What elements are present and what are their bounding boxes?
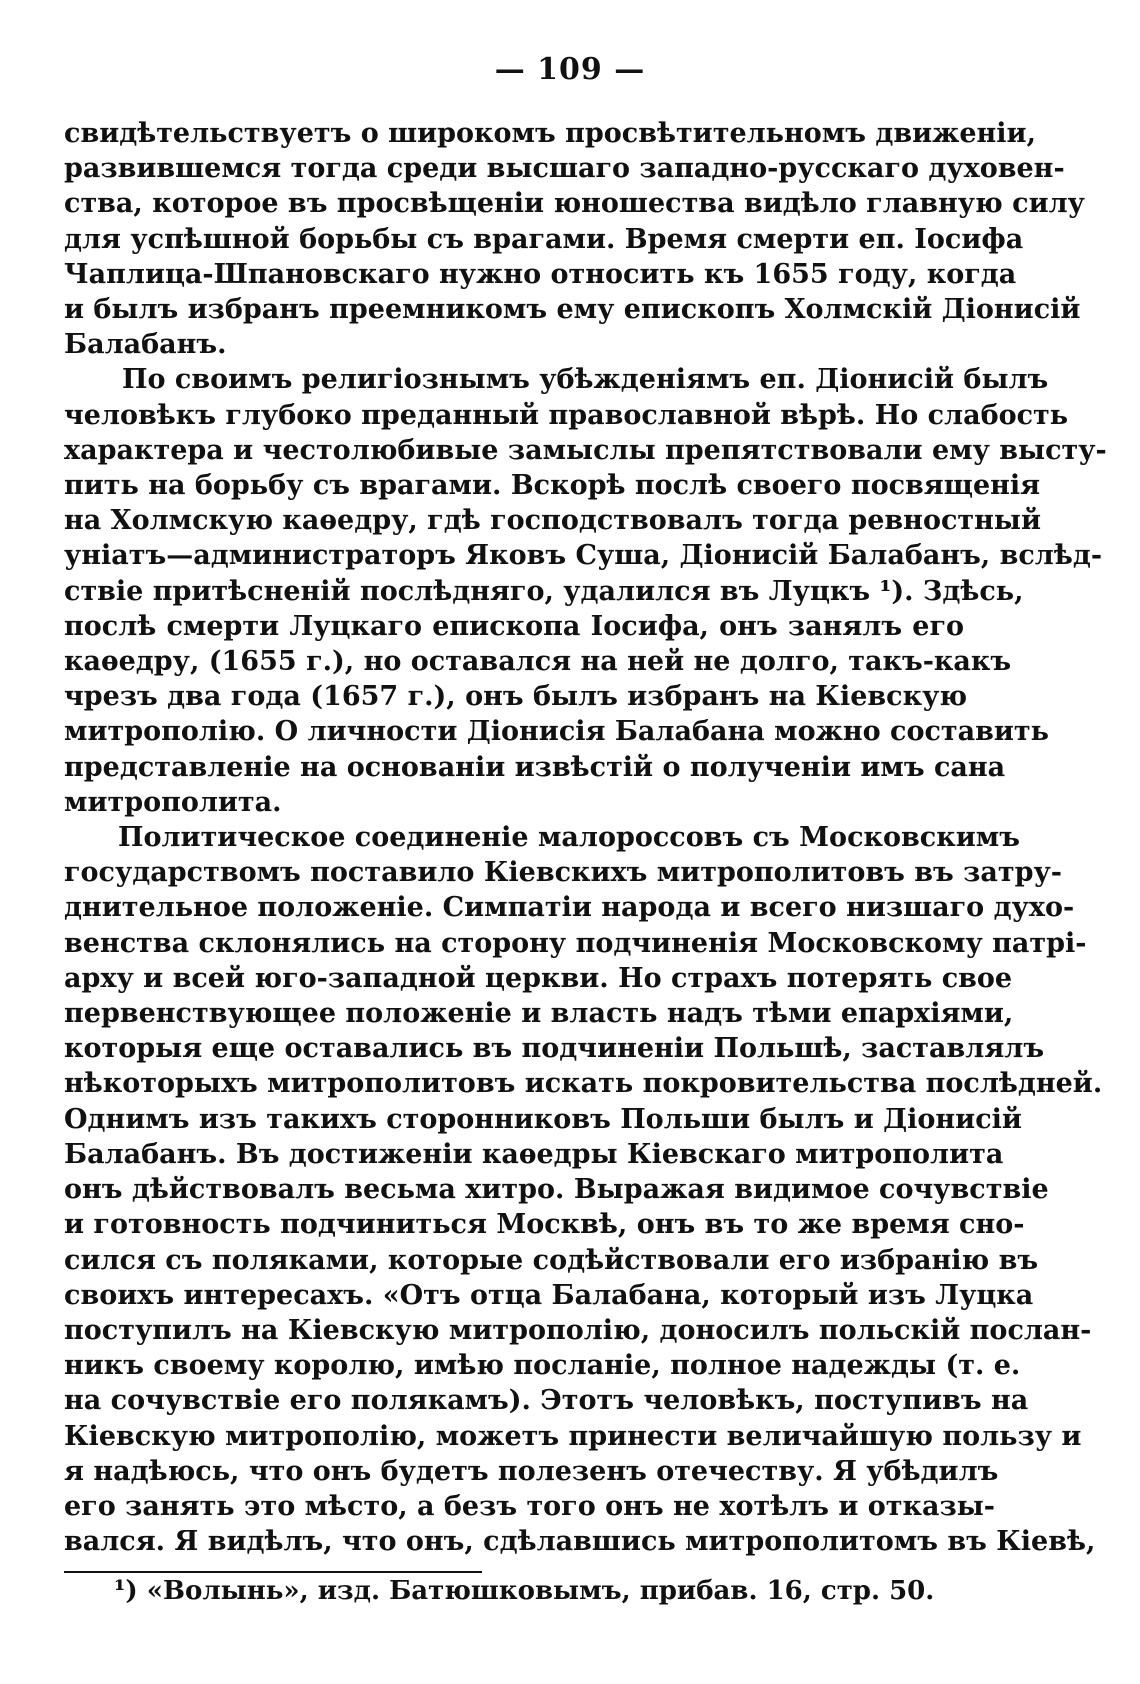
footnote-marker: ¹) [114,1576,138,1606]
footnote-divider [64,1571,482,1573]
text-line: развившемся тогда среди высшаго западно-русскаго духовен- [64,153,1065,185]
text-line: митрополита. [64,786,282,818]
text-line: уніатъ—администраторъ Яковъ Суша, Діонисій Балабанъ, вслѣд- [64,540,1103,572]
text-line: Чаплица-Шпановскаго нужно относить къ 1655 году, когда [64,258,1017,290]
paragraph-start-line: Политическое соединеніе малороссовъ съ Московскимъ [118,822,1020,854]
text-line: онъ дѣйствовалъ весьма хитро. Выражая видимое сочувствіе [64,1174,1049,1206]
text-line: сился съ поляками, которые содѣйствовали его избранію въ [64,1244,1039,1276]
text-line: арху и всей юго-западной церкви. Но страхъ потерять свое [64,962,1013,994]
text-line: нѣкоторыхъ митрополитовъ искать покровительства послѣдней. [64,1068,1103,1100]
text-line: ствіе притѣсненій послѣдняго, удалился въ Луцкъ ¹). Здѣсь, [64,575,1024,607]
text-line: вался. Я видѣлъ, что онъ, сдѣлавшись митрополитомъ въ Кіевѣ, [64,1526,1096,1558]
text-line: никъ своему королю, имѣю посланіе, полное надежды (т. е. [64,1350,1021,1382]
text-line: свидѣтельствуетъ о широкомъ просвѣтительномъ движеніи, [64,118,1036,149]
text-line: человѣкъ глубоко преданный православной вѣрѣ. Но слабость [64,399,1069,431]
text-line: для успѣшной борьбы съ врагами. Время смерти еп. Іосифа [64,223,1024,255]
page-number: — 109 — [494,52,646,87]
text-line: на Холмскую каѳедру, гдѣ господствовалъ тогда ревностный [64,505,1041,537]
text-line: митрополію. О личности Діонисія Балабана можно составить [64,716,1049,748]
text-line: Кіевскую митрополію, можетъ принести величайшую пользу и [64,1420,1082,1452]
text-line: ства, которое въ просвѣщеніи юношества видѣло главную силу [64,188,1085,220]
text-line: своихъ интересахъ. «Отъ отца Балабана, который изъ Луцка [64,1279,1034,1311]
text-line: Балабанъ. [64,329,227,361]
footnote [114,1576,934,1606]
text-line: послѣ смерти Луцкаго епископа Іосифа, онъ занялъ его [64,610,964,642]
text-line: на сочувствіе его полякамъ). Этотъ человѣкъ, поступивъ на [64,1385,1029,1417]
paragraph-start-line: По своимъ религіознымъ убѣжденіямъ еп. Діонисій былъ [122,364,1049,396]
text-line: и былъ избранъ преемникомъ ему епископъ Холмскій Діонисій [64,294,1081,326]
text-line: Балабанъ. Въ достиженіи каѳедры Кіевскаго митрополита [64,1138,1004,1170]
text-line: первенствующее положеніе и власть надъ тѣми епархіями, [64,998,1014,1030]
text-line: его занять это мѣсто, а безъ того онъ не хотѣлъ и отказы- [64,1490,995,1522]
text-line: пить на борьбу съ врагами. Вскорѣ послѣ своего посвященія [64,470,1041,502]
body-text [64,116,1107,1559]
text-line: поступилъ на Кіевскую митрополію, доносилъ польскій послан- [64,1314,1092,1346]
text-line: каѳедру, (1655 г.), но оставался на ней не долго, такъ-какъ [64,646,1012,678]
text-line: венства склонялись на сторону подчиненія Московскому патрі- [64,927,1087,959]
text-line: которыя еще оставались въ подчиненіи Польшѣ, заставлялъ [64,1033,1045,1065]
text-line: Однимъ изъ такихъ сторонниковъ Польши былъ и Діонисій [64,1103,1022,1135]
footnote-text: «Волынь», изд. Батюшковымъ, прибав. 16, стр. 50. [146,1576,935,1606]
text-line: представленіе на основаніи извѣстій о полученіи имъ сана [64,751,1006,783]
text-line: и готовность подчиниться Москвѣ, онъ въ то же время сно- [64,1209,1025,1241]
text-line: государствомъ поставило Кіевскихъ митрополитовъ въ затру- [64,857,1062,889]
text-line: я надѣюсь, что онъ будетъ полезенъ отечеству. Я убѣдилъ [64,1455,999,1487]
text-line: днительное положеніе. Симпатіи народа и всего низшаго духо- [64,892,1075,924]
text-line: характера и честолюбивые замыслы препятствовали ему высту- [64,434,1107,466]
text-line: чрезъ два года (1657 г.), онъ былъ избранъ на Кіевскую [64,681,968,713]
